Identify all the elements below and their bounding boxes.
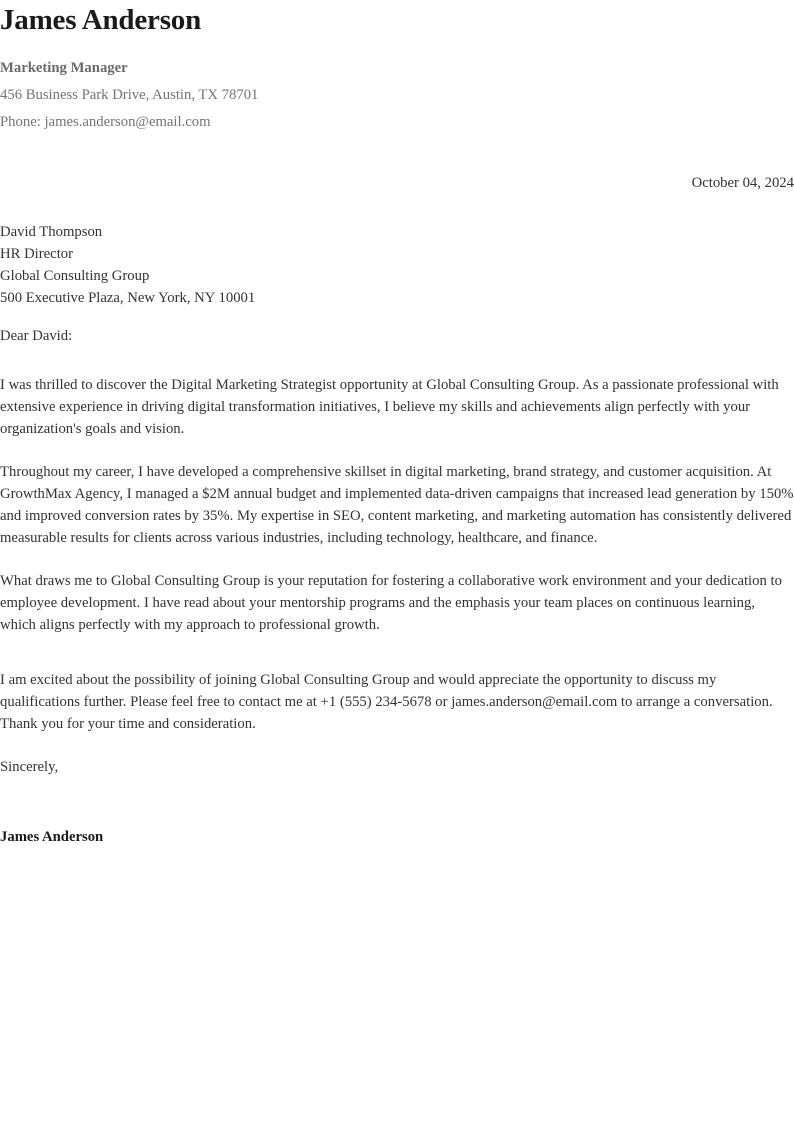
letter-date-row: [0, 172, 794, 194]
recipient-block: [0, 221, 794, 309]
signature-closing: Sincerely,: [0, 759, 59, 775]
salutation: Dear David:: [0, 328, 73, 344]
body-paragraph-2: Throughout my career, I have developed a comprehensive skillset in digital marketing, brand strategy, and customer acquisition. At GrowthMax Agency, I managed a $2M annual budget and implemented data-driven campaigns that increased lead generation by 150% and improved conversion rates by 35%. My expertise in SEO, content marketing, and marketing automation has consistently delivered measurable results for clients across various industries, including technology, healthcare, and finance.: [0, 464, 794, 546]
letter-body: [0, 374, 794, 735]
signature-name: James Anderson: [0, 829, 104, 845]
body-paragraph-4: I am excited about the possibility of joining Global Consulting Group and would appreciate the opportunity to discuss my qualifications further. Please feel free to contact me at +1 (555) 234-5678 or james.anderson@email.com to arrange a conversation. Thank you for your time and consideration.: [0, 672, 773, 732]
body-paragraph-1: I was thrilled to discover the Digital Marketing Strategist opportunity at Global Consulting Group. As a passionate professional with extensive experience in driving digital transformation initiatives, I believe my skills and achievements align perfectly with your organization's goals and vision.: [0, 377, 779, 437]
sender-phone-email: Phone: james.anderson@email.com: [0, 114, 211, 130]
letterhead: [0, 0, 794, 133]
sender-address: 456 Business Park Drive, Austin, TX 78701: [0, 87, 259, 103]
signature-space: [0, 778, 794, 826]
recipient-title: HR Director: [0, 246, 74, 262]
signature-block: [0, 756, 794, 848]
sender-job-title: Marketing Manager: [0, 60, 128, 76]
sender-name: James Anderson: [0, 4, 202, 36]
letter-date: October 04, 2024: [691, 175, 794, 191]
recipient-name: David Thompson: [0, 224, 103, 240]
recipient-company: Global Consulting Group: [0, 268, 150, 284]
recipient-address: 500 Executive Plaza, New York, NY 10001: [0, 290, 256, 306]
body-paragraph-3: What draws me to Global Consulting Group is your reputation for fostering a collaborative work environment and your dedication to employee development. I have read about your mentorship programs and the emphasis your team places on continuous learning, which aligns perfectly with my approach to professional growth.: [0, 573, 782, 633]
